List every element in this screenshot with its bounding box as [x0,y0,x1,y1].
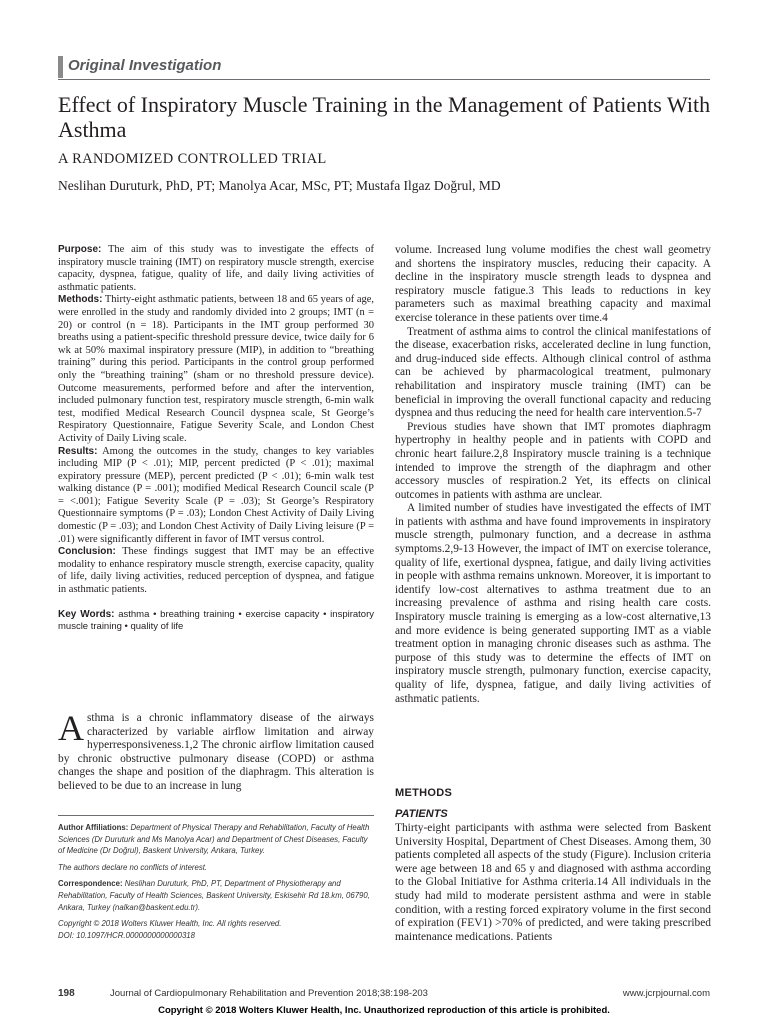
affiliations-rule [58,815,374,816]
methods-text: Thirty-eight asthmatic patients, between 18 and 65 years of age, were enrolled in the study and randomly divided into 2 groups; IMT (n = 20) or control (n = 18). Participants in the IMT group performed 30 breaths using a patient-specific threshold pressure device, twice daily for 6 wk at 50% maximal inspiratory pressure (MIP), in addition to “breathing training” during this period. Participants in the control group performed only the “breathing training” (sham or no threshold pressure device). Outcome measurements, performed before and after the intervention, included pulmonary function test, respiratory muscle strength, 6-min walk test, modified Medical Research Council dyspnea scale, St George’s Respiratory Questionnaire, Fatigue Severity Scale, and London Chest Activity of Daily Living scale. [58,294,375,444]
abstract-conclusion [58,546,374,596]
article-title: Effect of Inspiratory Muscle Training in the Management of Patients With Asthma [58,92,711,142]
keywords [58,609,374,634]
body-paragraph: Previous studies have shown that IMT promotes diaphragm hypertrophy in healthy people and in patients with COPD and chronic heart failure.2,8 Inspiratory muscle training is a technique intended to improve the strength of the diaphragm and other accessory muscles of respiration.2 Yet, its effects on clinical outcomes in patients with asthma are unclear. [395,420,711,501]
author-list: Neslihan Duruturk, PhD, PT; Manolya Acar, MSc, PT; Mustafa Ilgaz Doğrul, MD [58,178,501,193]
section-tag-bar [58,56,63,78]
body-right-column [395,244,711,706]
affiliations-label: Author Affiliations: [58,823,129,832]
methods-heading: METHODS [395,787,453,799]
affiliations-text: Department of Physical Therapy and Rehabilitation, Faculty of Health Sciences (Dr Duruturk and Ms Manolya Acar) and Department of Chest Diseases, Faculty of Medicine (Dr Doğrul), Baskent University, Ankara, Turkey. [58,823,370,856]
introduction [58,708,374,794]
patients-text: Thirty-eight participants with asthma were selected from Baskent University Hospital, Department of Chest Diseases. Among them, 30 patients completed all aspects of the study (Figure). Inclusion criteria were age between 18 and 65 y and diagnosed with asthma according to the Global Initiative for Asthma criteria.14 All individuals in the study had mild to moderate persistent asthma and were in stable condition, with a resting forced expiratory volume in the first second of expiration (FEV1) >70% of predicted, and were taking prescribed maintenance medications. Patients [395,822,711,943]
abstract-results [58,446,374,547]
body-paragraph: A limited number of studies have investigated the effects of IMT in patients with asthma and have found improvements in inspiratory muscle strength, pulmonary function, and a decrease in asthma symptoms.2,9-13 However, the impact of IMT on exercise tolerance, quality of life, exertional dyspnea, fatigue, and daily living activities in people with asthma remains unknown. Moreover, it is important to identify low-cost alternatives to asthma treatment due to an increasing prevalence of asthma and rising health care costs. Inspiratory muscle training is emerging as a low-cost alternative,13 and more evidence is being generated supporting IMT as a viable treatment option in managing chronic diseases such as asthma. The purpose of this study was to determine the effects of IMT on inspiratory muscle strength, pulmonary function, exercise capacity, quality of life, dyspnea, fatigue, and daily living activities of asthmatic patients. [395,502,711,705]
correspondence-text: Neslihan Duruturk, PhD, PT, Department of Physiotherapy and Rehabilitation, Faculty of Health Sciences, Baskent University, Eskisehir Rd 18.km, 06790, Ankara, Turkey (nalkan@baskent.edu.tr). [58,879,370,912]
conflicts-text: The authors declare no conflicts of interest. [58,862,208,872]
abstract [58,244,374,634]
results-text: Among the outcomes in the study, changes to key variables including MIP (P < .01); MIP, percent predicted (P < .01); maximal expiratory pressure (MEP), percent predicted (P < .01); 6-min walk test walking distance (P = .001); modified Medical Research Council scale (P = <.001); Fatigue Severity Scale (P = .03); St George’s Respiratory Questionnaire symptoms (P = .03); London Chest Activity of Daily Living domestic (P = .03); and London Chest Activity of Daily Living leisure (P = .01) were significantly different in favor of IMT versus control. [58,445,374,545]
abstract-purpose [58,244,374,294]
patients-heading: PATIENTS [395,808,448,820]
doi-text: DOI: 10.1097/HCR.0000000000000318 [58,930,195,940]
abstract-methods [58,294,374,445]
keywords-label: Key Words: [58,608,115,620]
conclusion-label: Conclusion: [58,546,116,558]
body-paragraph: Treatment of asthma aims to control the clinical manifestations of the disease, exacerbation risks, accelerated decline in lung function, and drug-induced side effects. Although clinical control of asthma can be achieved by pharmacological treatment, pulmonary rehabilitation and inspiratory muscle training (IMT) can be beneficial in improving the overall functional capacity and reducing dyspnea and thus reducing the need for health care intervention.5-7 [395,325,711,420]
body-paragraph: volume. Increased lung volume modifies the chest wall geometry and shortens the inspiratory muscles, reducing their capacity. A decline in the inspiratory muscle strength leads to dyspnea and respiratory muscle fatigue.3 This leads to reductions in key parameters such as maximal breathing capacity and maximal exercise tolerance in these patients over time.4 [395,244,711,324]
journal-citation: Journal of Cardiopulmonary Rehabilitation and Prevention 2018;38:198-203 [110,988,428,999]
section-tag: Original Investigation [68,57,222,74]
intro-text: sthma is a chronic inflammatory disease of the airways characterized by variable airflow limitation and airway hyperresponsiveness.1,2 The chronic airflow limitation caused by chronic obstructive pulmonary disease (COPD) or asthma changes the shape and position of the diaphragm. This alteration is believed to be due to an increase in lung [58,712,374,792]
page-number: 198 [58,988,75,999]
keywords-text: asthma • breathing training • exercise capacity • inspiratory muscle training • quality of life [58,608,374,633]
drop-cap: A [58,708,84,748]
patients-section [395,822,711,944]
conclusion-text: These findings suggest that IMT may be an effective modality to enhance respiratory muscle strength, exercise capacity, quality of life, daily living activities, reduced perception of dyspnea, and fatigue in asthmatic patients. [58,546,375,596]
aff-copyright: Copyright © 2018 Wolters Kluwer Health, Inc. All rights reserved. [58,919,282,929]
copyright-notice: Copyright © 2018 Wolters Kluwer Health, Inc. Unauthorized reproduction of this article is prohibited. [158,1005,610,1016]
article-subtitle: A RANDOMIZED CONTROLLED TRIAL [58,151,327,167]
header-rule [58,79,710,80]
purpose-label: Purpose: [58,244,102,255]
correspondence-label: Correspondence: [58,879,123,889]
journal-url[interactable]: www.jcrpjournal.com [622,988,710,999]
methods-label: Methods: [58,294,103,306]
affiliations-block [58,822,374,946]
purpose-text: The aim of this study was to investigate the effects of inspiratory muscle training (IMT) on respiratory muscle strength, exercise capacity, dyspnea, fatigue, quality of life, and daily living activities of asthmatic patients. [58,244,374,293]
results-label: Results: [58,445,98,457]
